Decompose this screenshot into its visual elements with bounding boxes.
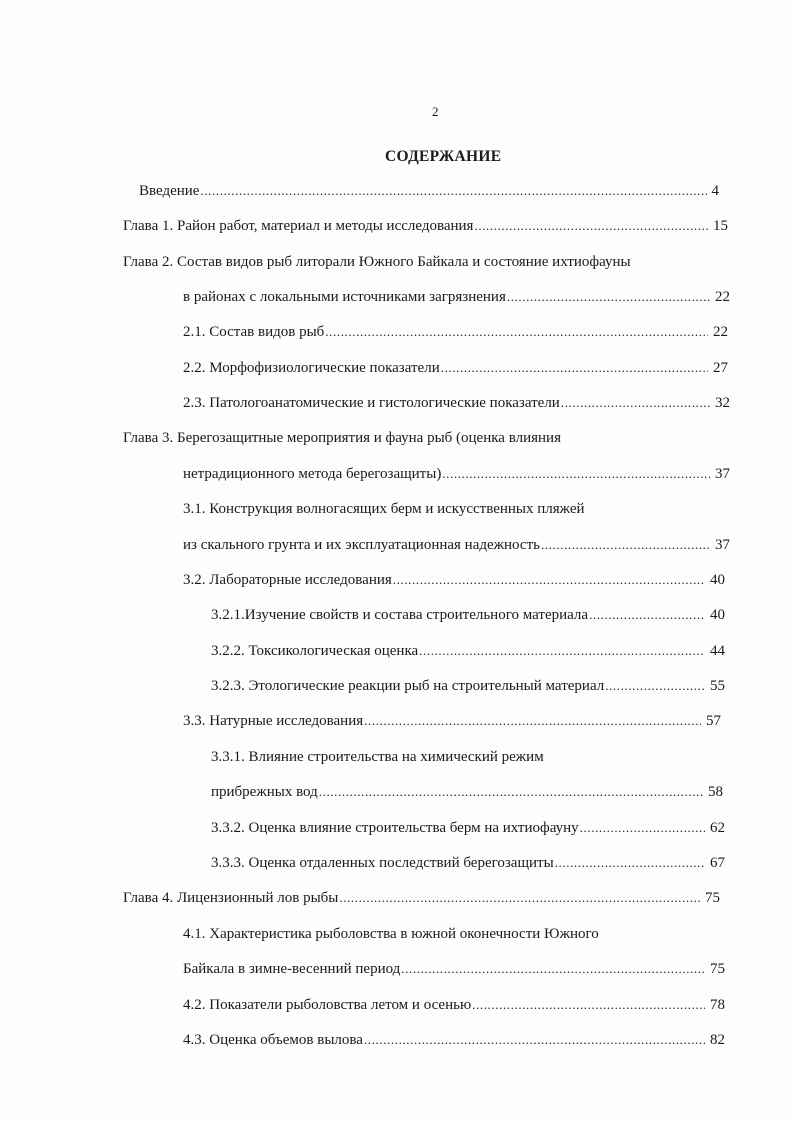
toc-entry-page: 82 <box>710 1032 725 1048</box>
toc-entry <box>211 855 725 877</box>
leader-dots <box>419 643 705 659</box>
leader-dots <box>474 218 708 234</box>
toc-entry-page: 57 <box>706 713 721 729</box>
toc-entry-text: Байкала в зимне-весенний период <box>183 961 401 977</box>
toc-entry-page: 22 <box>715 289 730 305</box>
toc-entry-text: 4.1. Характеристика рыболовства в южной оконечности Южного <box>183 926 599 942</box>
toc-title: СОДЕРЖАНИЕ <box>385 148 502 165</box>
toc-entry-page: 32 <box>715 395 730 411</box>
toc-entry-page: 75 <box>710 961 725 977</box>
toc-entry <box>183 537 730 559</box>
toc-entry-text: в районах с локальными источниками загрязнения <box>183 289 506 305</box>
leader-dots <box>589 607 705 623</box>
toc-entry <box>123 430 728 452</box>
leader-dots <box>605 678 705 694</box>
toc-entry-page: 55 <box>710 678 725 694</box>
leader-dots <box>319 784 703 800</box>
toc-entry-page: 4 <box>711 183 719 199</box>
leader-dots <box>339 890 700 906</box>
toc-entry-page: 44 <box>710 643 725 659</box>
toc-entry-text: из скального грунта и их эксплуатационная надежность <box>183 537 540 553</box>
toc-entry-page: 27 <box>713 360 728 376</box>
toc-entry <box>183 997 725 1019</box>
leader-dots <box>561 395 710 411</box>
toc-entry-page: 37 <box>715 466 730 482</box>
toc-entry-text: 3.3.3. Оценка отдаленных последствий берегозащиты <box>211 855 554 871</box>
leader-dots <box>401 961 705 977</box>
page-number: 2 <box>432 104 439 119</box>
toc-entry-text: нетрадиционного метода берегозащиты) <box>183 466 442 482</box>
leader-dots <box>541 537 710 553</box>
toc-entry-page: 22 <box>713 324 728 340</box>
leader-dots <box>200 183 706 199</box>
toc-entry <box>183 572 725 594</box>
toc-entry-text: прибрежных вод <box>211 784 318 800</box>
toc-entry <box>211 678 725 700</box>
toc-entry <box>183 961 725 983</box>
toc-entry-page: 78 <box>710 997 725 1013</box>
toc-entry <box>183 501 730 523</box>
toc-entry-page: 40 <box>710 572 725 588</box>
toc-entry-page: 75 <box>705 890 720 906</box>
toc-entry <box>211 784 723 806</box>
toc-entry-text: 2.1. Состав видов рыб <box>183 324 325 340</box>
toc-entry <box>211 643 725 665</box>
toc-entry-text: Глава 2. Состав видов рыб литорали Южного Байкала и состояние ихтиофауны <box>123 254 631 270</box>
leader-dots <box>441 360 708 376</box>
leader-dots <box>364 713 701 729</box>
toc-entry <box>139 183 719 205</box>
toc-entry-page: 58 <box>708 784 723 800</box>
leader-dots <box>472 997 705 1013</box>
toc-entry <box>211 607 725 629</box>
toc-entry <box>183 289 730 311</box>
toc-entry-page: 37 <box>715 537 730 553</box>
toc-entry <box>183 466 730 488</box>
toc-entry-text: 3.3.2. Оценка влияние строительства берм на ихтиофауну <box>211 820 579 836</box>
toc-entry-text: 3.1. Конструкция волногасящих берм и искусственных пляжей <box>183 501 585 517</box>
leader-dots <box>442 466 710 482</box>
toc-entry <box>183 395 730 417</box>
toc-entry-page: 40 <box>710 607 725 623</box>
leader-dots <box>393 572 705 588</box>
toc-entry-text: 2.3. Патологоанатомические и гистологические показатели <box>183 395 560 411</box>
leader-dots <box>325 324 708 340</box>
toc-entry <box>123 890 720 912</box>
toc-entry <box>211 820 725 842</box>
toc-entry-text: Глава 3. Берегозащитные мероприятия и фауна рыб (оценка влияния <box>123 430 561 446</box>
toc-entry <box>183 713 721 735</box>
toc-entry <box>183 1032 725 1054</box>
toc-entry-page: 62 <box>710 820 725 836</box>
toc-entry-text: 4.3. Оценка объемов вылова <box>183 1032 363 1048</box>
toc-entry-text: 3.2. Лабораторные исследования <box>183 572 392 588</box>
toc-entry <box>183 360 728 382</box>
toc-entry <box>183 324 728 346</box>
toc-entry-page: 67 <box>710 855 725 871</box>
toc-entry-text: 3.2.2. Токсикологическая оценка <box>211 643 419 659</box>
leader-dots <box>507 289 710 305</box>
toc-entry-text: 2.2. Морфофизиологические показатели <box>183 360 440 376</box>
toc-entry-page: 15 <box>713 218 728 234</box>
toc-entry <box>123 218 728 240</box>
toc-entry-text: 3.2.1.Изучение свойств и состава строительного материала <box>211 607 589 623</box>
toc-entry-text: 4.2. Показатели рыболовства летом и осенью <box>183 997 472 1013</box>
toc-entry <box>123 254 728 276</box>
toc-entry-text: Глава 1. Район работ, материал и методы исследования <box>123 218 474 234</box>
toc-entry-text: Глава 4. Лицензионный лов рыбы <box>123 890 339 906</box>
toc-entry-text: 3.3. Натурные исследования <box>183 713 364 729</box>
leader-dots <box>555 855 705 871</box>
toc-entry-text: 3.3.1. Влияние строительства на химический режим <box>211 749 544 765</box>
toc-entry-text: 3.2.3. Этологические реакции рыб на строительный материал <box>211 678 605 694</box>
leader-dots <box>580 820 705 836</box>
toc-entry <box>211 749 725 771</box>
leader-dots <box>364 1032 705 1048</box>
toc-entry <box>183 926 725 948</box>
toc-entry-text: Введение <box>139 183 200 199</box>
